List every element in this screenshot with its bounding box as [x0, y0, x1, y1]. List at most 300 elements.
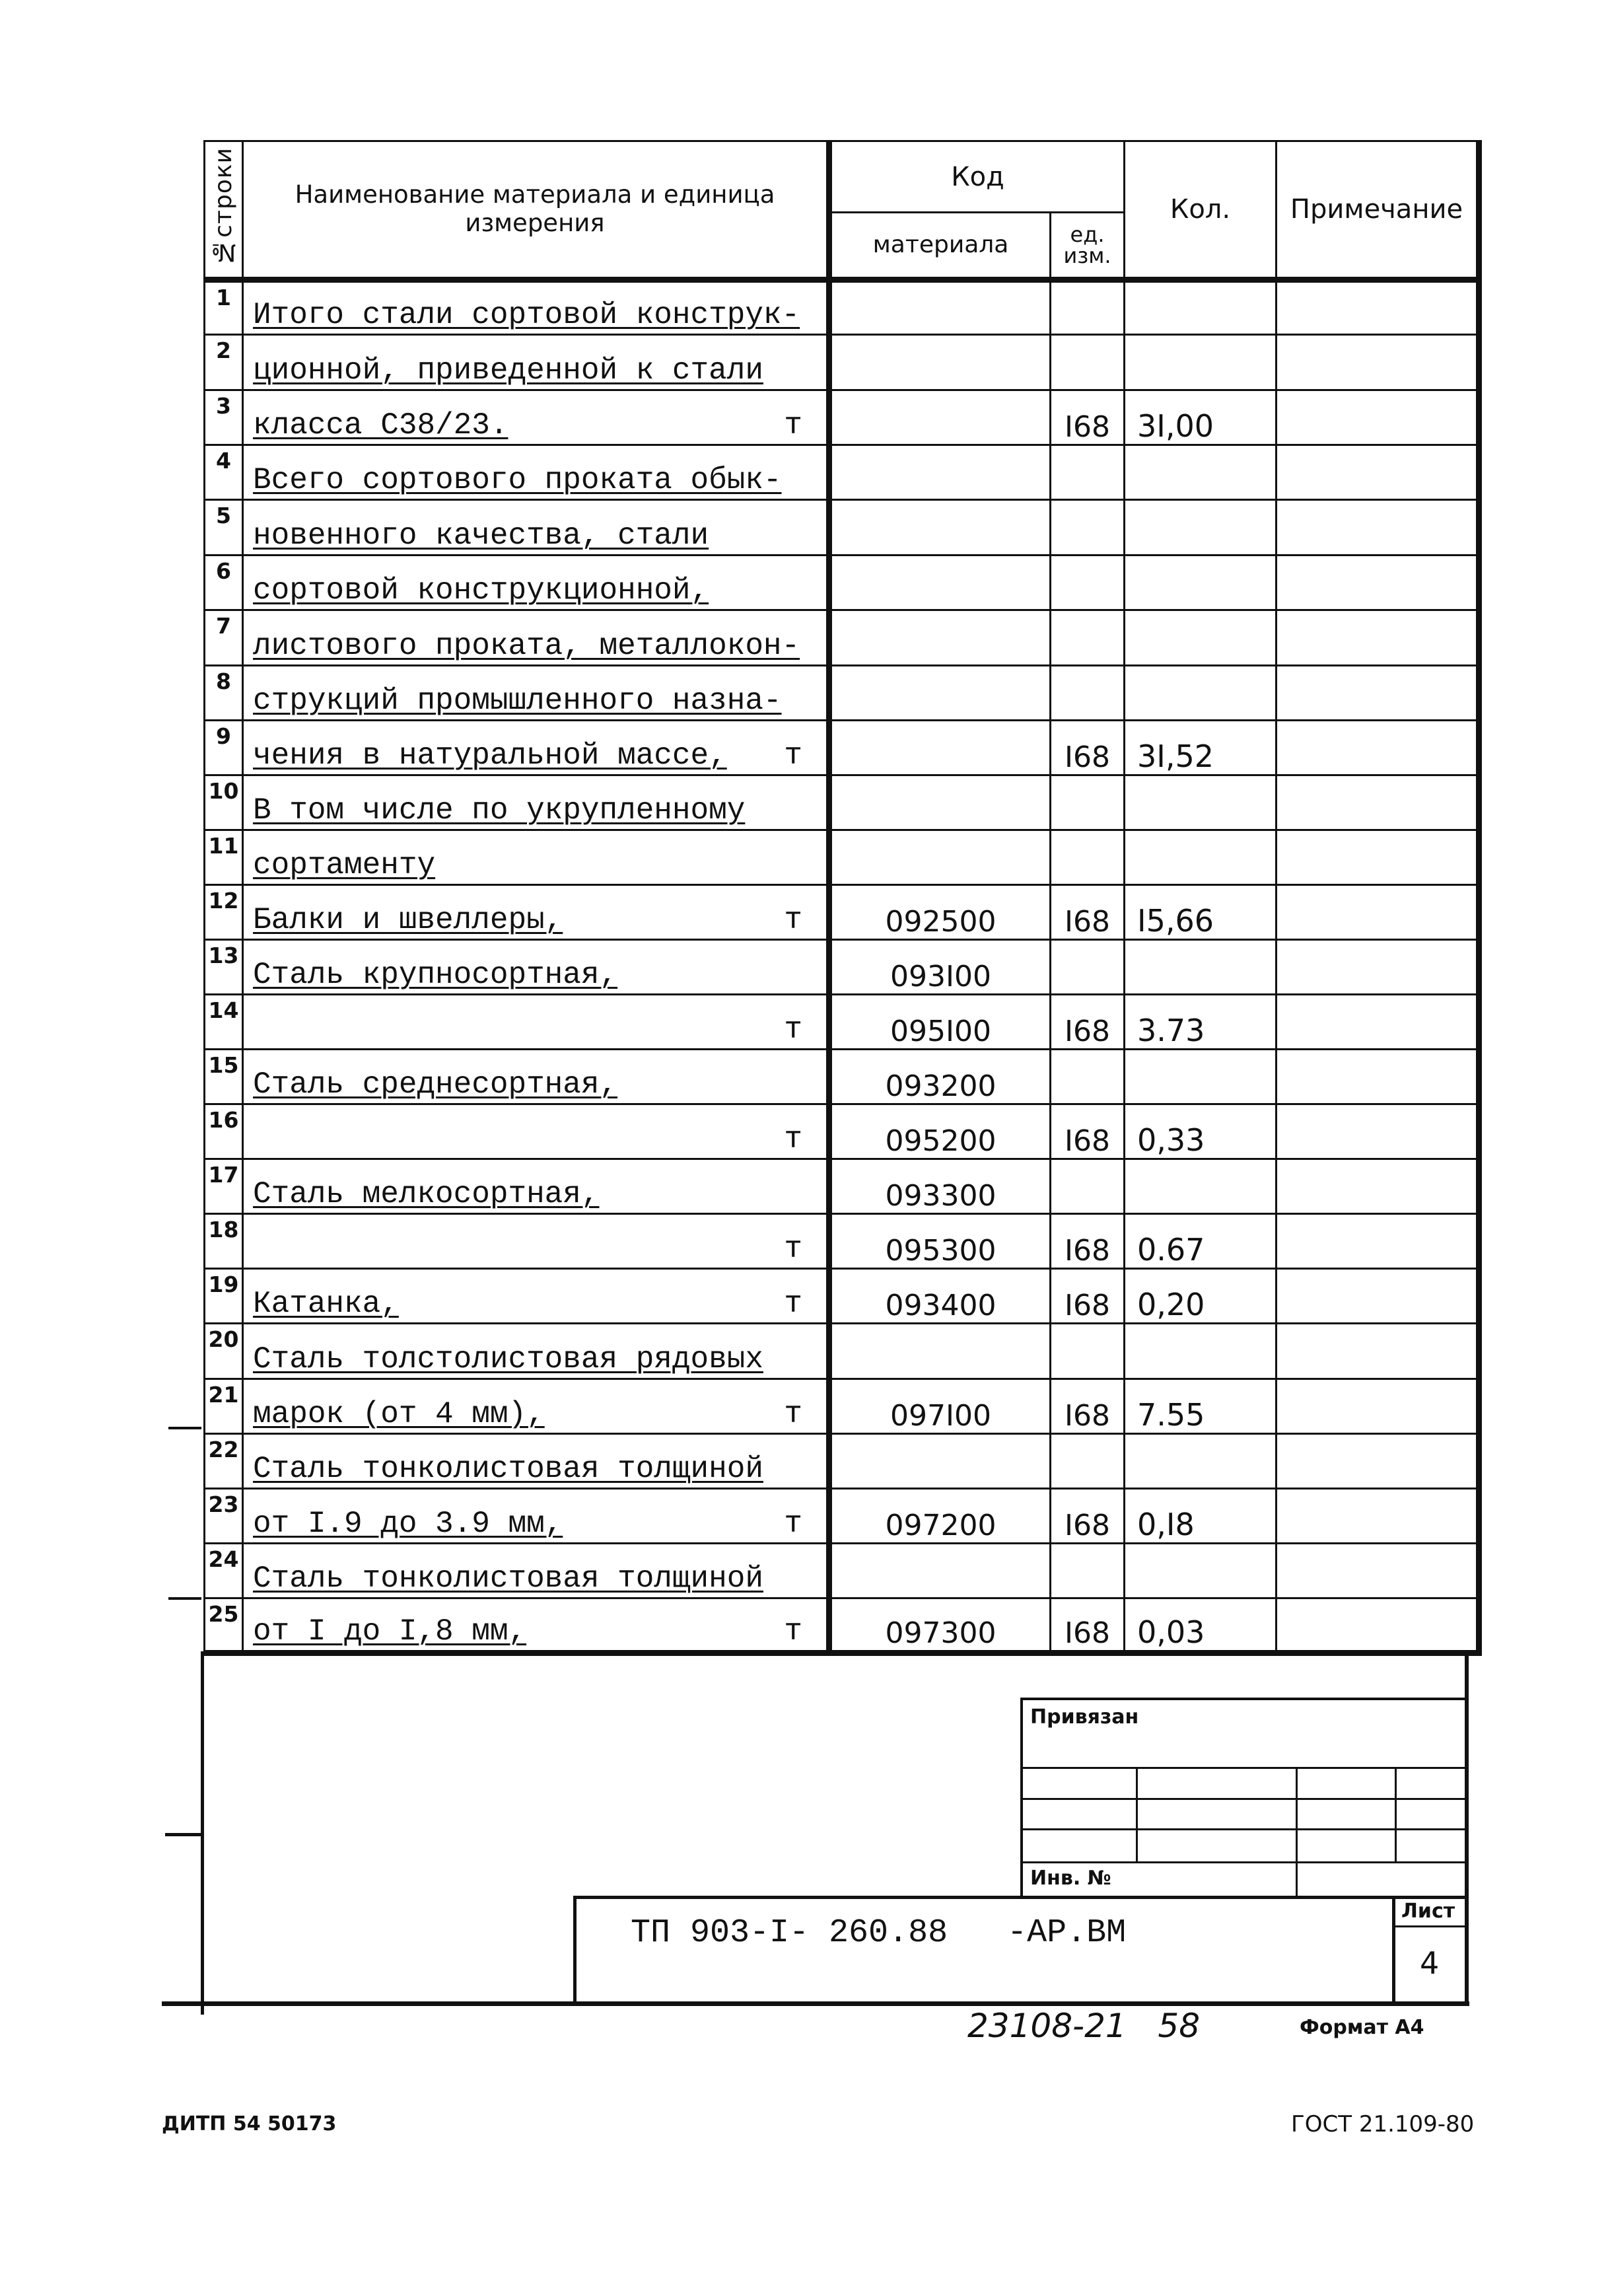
- row-number-text: 5: [216, 503, 231, 529]
- table-row: [205, 335, 1479, 390]
- unit-of-measure: т: [784, 1506, 802, 1541]
- unit-of-measure: т: [784, 738, 802, 773]
- material-code: [829, 445, 1051, 500]
- quantity-text: 0,33: [1137, 1122, 1205, 1159]
- unit-code: [1051, 1488, 1125, 1543]
- sheet-box-left: [1392, 1896, 1395, 2005]
- note: [1277, 1433, 1479, 1488]
- quantity-text: 3.73: [1137, 1013, 1205, 1049]
- note: [1277, 610, 1479, 665]
- quantity-text: 0,03: [1137, 1614, 1205, 1650]
- header-code: [829, 141, 1125, 213]
- table-row: [205, 390, 1479, 445]
- table-row: [205, 1159, 1479, 1214]
- unit-code: [1051, 445, 1125, 500]
- material-code-text: 097I00: [890, 1398, 991, 1433]
- material-name: [243, 610, 829, 665]
- material-name-text: Сталь тонколистовая толщиной: [253, 1451, 763, 1486]
- table-row: [205, 939, 1479, 994]
- quantity: [1125, 1214, 1277, 1269]
- note: [1277, 1598, 1479, 1653]
- note: [1277, 500, 1479, 556]
- material-name-text: Сталь среднесортная,: [253, 1067, 618, 1102]
- material-name-text: ционной, приведенной к стали: [253, 353, 763, 388]
- material-name: [243, 884, 829, 939]
- material-code: [829, 1488, 1051, 1543]
- title-block-col-3: [1395, 1767, 1397, 1863]
- material-name: [243, 1050, 829, 1104]
- header-name: [243, 141, 829, 280]
- material-name-text: Всего сортового проката обык-: [253, 463, 782, 498]
- table-row: [205, 1433, 1479, 1488]
- quantity: [1125, 1433, 1277, 1488]
- quantity-text: I5,66: [1137, 902, 1214, 939]
- header-row-number: [205, 141, 243, 280]
- sheet-label: Лист: [1401, 1900, 1455, 1923]
- quantity: [1125, 1543, 1277, 1598]
- material-name-text: от I.9 до 3.9 мм,: [253, 1506, 563, 1541]
- quantity-text: 3I,00: [1137, 408, 1214, 445]
- header-note-label: Примечание: [1290, 194, 1463, 225]
- row-number-text: 20: [208, 1326, 239, 1353]
- quantity: [1125, 280, 1277, 335]
- material-code-text: 093300: [885, 1179, 997, 1213]
- material-name-text: Балки и швеллеры,: [253, 902, 563, 937]
- quantity-text: 0.67: [1137, 1232, 1205, 1268]
- left-footer-code: ДИТП 54 50173: [162, 2112, 337, 2135]
- unit-code: [1051, 665, 1125, 720]
- material-code-text: 093200: [885, 1069, 997, 1104]
- material-name: [243, 1269, 829, 1324]
- row-number: [205, 1159, 243, 1214]
- margin-tick-3: [165, 1833, 201, 1836]
- material-name: [243, 280, 829, 335]
- specification-body: [205, 280, 1479, 1653]
- quantity-text: 3I,52: [1137, 738, 1214, 774]
- unit-of-measure: т: [784, 902, 802, 937]
- row-number: [205, 775, 243, 830]
- material-name-text: сортовой конструкционной,: [253, 573, 709, 608]
- material-code: [829, 280, 1051, 335]
- material-code-text: 093400: [885, 1289, 997, 1323]
- header-code-label: Код: [951, 161, 1004, 192]
- table-row: [205, 280, 1479, 335]
- row-number-text: 2: [216, 338, 231, 364]
- material-name-text: класса С38/23.: [253, 408, 508, 443]
- row-number: [205, 1598, 243, 1653]
- material-name: [243, 1104, 829, 1159]
- format-label: Формат А4: [1300, 2016, 1424, 2039]
- row-number-text: 21: [208, 1381, 239, 1408]
- row-number-text: 12: [208, 887, 239, 914]
- unit-code-text: I68: [1065, 740, 1110, 774]
- material-code: [829, 1379, 1051, 1433]
- unit-code-text: I68: [1065, 410, 1110, 445]
- note: [1277, 665, 1479, 720]
- title-block-row-3: [1020, 1828, 1466, 1830]
- title-block-col-1: [1136, 1767, 1138, 1863]
- table-row: [205, 1324, 1479, 1379]
- quantity: [1125, 1379, 1277, 1433]
- unit-code: [1051, 939, 1125, 994]
- material-name: [243, 720, 829, 775]
- table-row: [205, 995, 1479, 1050]
- material-name: [243, 1488, 829, 1543]
- material-name-text: В том числе по укрупленному: [253, 793, 746, 828]
- quantity: [1125, 1598, 1277, 1653]
- unit-code-text: I68: [1065, 904, 1110, 939]
- material-name: [243, 445, 829, 500]
- table-row: [205, 1104, 1479, 1159]
- note: [1277, 830, 1479, 884]
- material-name: [243, 665, 829, 720]
- unit-code-text: I68: [1065, 1015, 1110, 1049]
- title-block-row-2: [1020, 1798, 1466, 1800]
- material-name: [243, 995, 829, 1050]
- table-row: [205, 720, 1479, 775]
- table-row: [205, 1488, 1479, 1543]
- material-code: [829, 1214, 1051, 1269]
- quantity-text: 7.55: [1137, 1396, 1205, 1433]
- unit-code-text: I68: [1065, 1234, 1110, 1268]
- title-block-col-2: [1296, 1767, 1298, 1896]
- unit-code: [1051, 335, 1125, 390]
- table-row: [205, 775, 1479, 830]
- quantity: [1125, 830, 1277, 884]
- quantity: [1125, 1104, 1277, 1159]
- table-row: [205, 830, 1479, 884]
- note: [1277, 775, 1479, 830]
- unit-code: [1051, 1159, 1125, 1214]
- note: [1277, 1050, 1479, 1104]
- material-name-text: Сталь толстолистовая рядовых: [253, 1342, 763, 1377]
- row-number: [205, 939, 243, 994]
- material-name: [243, 1214, 829, 1269]
- designation-frame-left: [573, 1896, 577, 2005]
- quantity: [1125, 1488, 1277, 1543]
- material-code-text: 097200: [885, 1508, 997, 1542]
- unit-code: [1051, 995, 1125, 1050]
- material-code: [829, 1324, 1051, 1379]
- unit-code-text: I68: [1065, 1508, 1110, 1542]
- material-code: [829, 556, 1051, 610]
- material-code: [829, 884, 1051, 939]
- material-code: [829, 610, 1051, 665]
- material-code-text: 095200: [885, 1124, 997, 1159]
- material-code: [829, 830, 1051, 884]
- specification-table: [203, 140, 1482, 1656]
- quantity: [1125, 1269, 1277, 1324]
- unit-code: [1051, 556, 1125, 610]
- table-row: [205, 500, 1479, 556]
- quantity: [1125, 610, 1277, 665]
- note: [1277, 280, 1479, 335]
- handwritten-number: 23108-21 58: [967, 2007, 1201, 2045]
- designation-frame-top: [573, 1896, 1466, 1899]
- quantity: [1125, 884, 1277, 939]
- note: [1277, 1104, 1479, 1159]
- note: [1277, 1543, 1479, 1598]
- row-number: [205, 1214, 243, 1269]
- note: [1277, 720, 1479, 775]
- material-code: [829, 335, 1051, 390]
- unit-of-measure: т: [784, 408, 802, 443]
- note: [1277, 1488, 1479, 1543]
- material-name-text: Катанка,: [253, 1287, 399, 1322]
- header-material-label: материала: [872, 231, 1009, 259]
- note: [1277, 1214, 1479, 1269]
- row-number-text: 16: [208, 1107, 239, 1133]
- quantity: [1125, 445, 1277, 500]
- row-number-text: 1: [216, 285, 231, 310]
- row-number-text: 14: [208, 997, 239, 1024]
- material-name-text: новенного качества, стали: [253, 519, 709, 554]
- material-name: [243, 775, 829, 830]
- material-name: [243, 830, 829, 884]
- row-number: [205, 556, 243, 610]
- sheet-number: 4: [1420, 1945, 1440, 1981]
- row-number-text: 15: [208, 1052, 239, 1079]
- unit-code: [1051, 280, 1125, 335]
- table-row: [205, 1050, 1479, 1104]
- row-number: [205, 995, 243, 1050]
- margin-tick-1: [168, 1427, 201, 1429]
- quantity-text: 0,I8: [1137, 1506, 1195, 1542]
- material-name-text: струкций промышленного назна-: [253, 683, 782, 718]
- unit-code-text: I68: [1065, 1289, 1110, 1323]
- material-name-text: Сталь мелкосортная,: [253, 1177, 600, 1212]
- margin-tick-2: [168, 1597, 201, 1600]
- material-name: [243, 1379, 829, 1433]
- material-code: [829, 1269, 1051, 1324]
- row-number-text: 7: [216, 613, 231, 639]
- unit-code: [1051, 610, 1125, 665]
- table-row: [205, 665, 1479, 720]
- header-unit: [1051, 213, 1125, 280]
- material-code-text: 092500: [885, 904, 997, 939]
- material-name-text: листового проката, металлокон-: [253, 628, 800, 663]
- title-block-frame-left: [1020, 1698, 1023, 1896]
- row-number-text: 10: [208, 777, 239, 804]
- row-number: [205, 1433, 243, 1488]
- material-code: [829, 1050, 1051, 1104]
- material-name-text: чения в натуральной массе,: [253, 738, 727, 773]
- title-block-row-4: [1020, 1861, 1466, 1863]
- note: [1277, 995, 1479, 1050]
- unit-code: [1051, 1050, 1125, 1104]
- material-code: [829, 939, 1051, 994]
- material-code: [829, 665, 1051, 720]
- sheet-box-divider: [1392, 1925, 1466, 1927]
- note: [1277, 556, 1479, 610]
- material-name: [243, 1324, 829, 1379]
- row-number: [205, 1488, 243, 1543]
- material-name-text: Сталь крупносортная,: [253, 958, 618, 993]
- row-number-text: 13: [208, 942, 239, 968]
- frame-bottom-line: [162, 2001, 1469, 2006]
- material-code: [829, 1159, 1051, 1214]
- row-number-text: 24: [208, 1546, 239, 1572]
- material-name: [243, 1433, 829, 1488]
- unit-of-measure: т: [784, 1287, 802, 1322]
- table-row: [205, 610, 1479, 665]
- unit-code: [1051, 775, 1125, 830]
- row-number-text: 4: [216, 448, 231, 474]
- row-number: [205, 884, 243, 939]
- inventory-number-label: Инв. №: [1030, 1867, 1111, 1890]
- note: [1277, 939, 1479, 994]
- quantity-text: 0,20: [1137, 1287, 1205, 1323]
- material-code: [829, 1598, 1051, 1653]
- quantity: [1125, 556, 1277, 610]
- document-designation: ТП 903-I- 260.88 -АР.ВМ: [631, 1914, 1127, 1952]
- header-qty: [1125, 141, 1277, 280]
- unit-code: [1051, 1543, 1125, 1598]
- note: [1277, 1379, 1479, 1433]
- unit-code-text: I68: [1065, 1616, 1110, 1650]
- quantity: [1125, 775, 1277, 830]
- table-row: [205, 1543, 1479, 1598]
- note: [1277, 335, 1479, 390]
- header-material: [829, 213, 1051, 280]
- material-code: [829, 775, 1051, 830]
- material-name-text: от I до I,8 мм,: [253, 1614, 527, 1649]
- unit-code: [1051, 720, 1125, 775]
- header-qty-label: Кол.: [1170, 194, 1231, 225]
- row-number: [205, 445, 243, 500]
- note: [1277, 1269, 1479, 1324]
- table-row: [205, 556, 1479, 610]
- row-number: [205, 1050, 243, 1104]
- quantity: [1125, 500, 1277, 556]
- note: [1277, 1324, 1479, 1379]
- quantity: [1125, 390, 1277, 445]
- row-number: [205, 1269, 243, 1324]
- row-number-text: 3: [216, 393, 231, 419]
- material-name: [243, 939, 829, 994]
- material-code-text: 095I00: [890, 1015, 991, 1049]
- unit-code: [1051, 1269, 1125, 1324]
- unit-of-measure: т: [784, 1122, 802, 1157]
- row-number: [205, 665, 243, 720]
- material-code: [829, 500, 1051, 556]
- unit-code: [1051, 390, 1125, 445]
- unit-of-measure: т: [784, 1614, 802, 1649]
- material-name: [243, 335, 829, 390]
- material-name: [243, 390, 829, 445]
- unit-code: [1051, 1598, 1125, 1653]
- material-name: [243, 1543, 829, 1598]
- material-code: [829, 390, 1051, 445]
- row-number-text: 23: [208, 1491, 239, 1517]
- unit-code-text: I68: [1065, 1124, 1110, 1159]
- note: [1277, 1159, 1479, 1214]
- quantity: [1125, 1324, 1277, 1379]
- material-name-text: сортаменту: [253, 847, 436, 882]
- quantity: [1125, 995, 1277, 1050]
- table-row: [205, 445, 1479, 500]
- gost-reference: ГОСТ 21.109-80: [1291, 2111, 1475, 2137]
- material-code: [829, 1433, 1051, 1488]
- row-number: [205, 1324, 243, 1379]
- material-name: [243, 1159, 829, 1214]
- quantity: [1125, 720, 1277, 775]
- row-number: [205, 1543, 243, 1598]
- row-number: [205, 610, 243, 665]
- material-code-text: 097300: [885, 1616, 997, 1650]
- quantity: [1125, 939, 1277, 994]
- table-row: [205, 1214, 1479, 1269]
- quantity: [1125, 1050, 1277, 1104]
- row-number: [205, 1104, 243, 1159]
- row-number-text: 18: [208, 1217, 239, 1243]
- quantity: [1125, 335, 1277, 390]
- bound-label: Привязан: [1030, 1705, 1139, 1729]
- material-code-text: 095300: [885, 1234, 997, 1268]
- row-number-text: 11: [208, 832, 239, 859]
- row-number: [205, 830, 243, 884]
- row-number: [205, 500, 243, 556]
- material-code: [829, 1543, 1051, 1598]
- unit-of-measure: т: [784, 1396, 802, 1431]
- material-name-text: марок (от 4 мм),: [253, 1396, 545, 1431]
- material-name: [243, 556, 829, 610]
- row-number: [205, 280, 243, 335]
- row-number: [205, 720, 243, 775]
- title-block-frame-top: [1020, 1698, 1466, 1700]
- header-row-number-label: №строки: [209, 147, 237, 266]
- material-code: [829, 995, 1051, 1050]
- unit-code: [1051, 1214, 1125, 1269]
- row-number: [205, 1379, 243, 1433]
- material-code-text: 093I00: [890, 960, 991, 994]
- quantity: [1125, 665, 1277, 720]
- row-number: [205, 335, 243, 390]
- unit-code: [1051, 1379, 1125, 1433]
- unit-of-measure: т: [784, 1013, 802, 1048]
- material-name: [243, 500, 829, 556]
- row-number-text: 17: [208, 1162, 239, 1188]
- note: [1277, 390, 1479, 445]
- material-code: [829, 1104, 1051, 1159]
- unit-code: [1051, 1433, 1125, 1488]
- material-name-text: Итого стали сортовой конструк-: [253, 298, 800, 333]
- row-number-text: 8: [216, 668, 231, 694]
- row-number: [205, 390, 243, 445]
- title-block-row-1: [1020, 1767, 1466, 1769]
- row-number-text: 6: [216, 558, 231, 585]
- row-number-text: 9: [216, 723, 231, 749]
- material-name-text: Сталь тонколистовая толщиной: [253, 1561, 763, 1596]
- unit-code: [1051, 500, 1125, 556]
- unit-code: [1051, 1324, 1125, 1379]
- table-row: [205, 884, 1479, 939]
- note: [1277, 445, 1479, 500]
- table-row: [205, 1379, 1479, 1433]
- row-number-text: 19: [208, 1272, 239, 1298]
- unit-code: [1051, 884, 1125, 939]
- header-name-label: Наименование материала и единица измерения: [295, 180, 775, 237]
- unit-code: [1051, 830, 1125, 884]
- header-note: [1277, 141, 1479, 280]
- quantity: [1125, 1159, 1277, 1214]
- unit-of-measure: т: [784, 1232, 802, 1267]
- material-name: [243, 1598, 829, 1653]
- table-row: [205, 1598, 1479, 1653]
- material-code: [829, 720, 1051, 775]
- unit-code: [1051, 1104, 1125, 1159]
- row-number-text: 25: [208, 1600, 239, 1627]
